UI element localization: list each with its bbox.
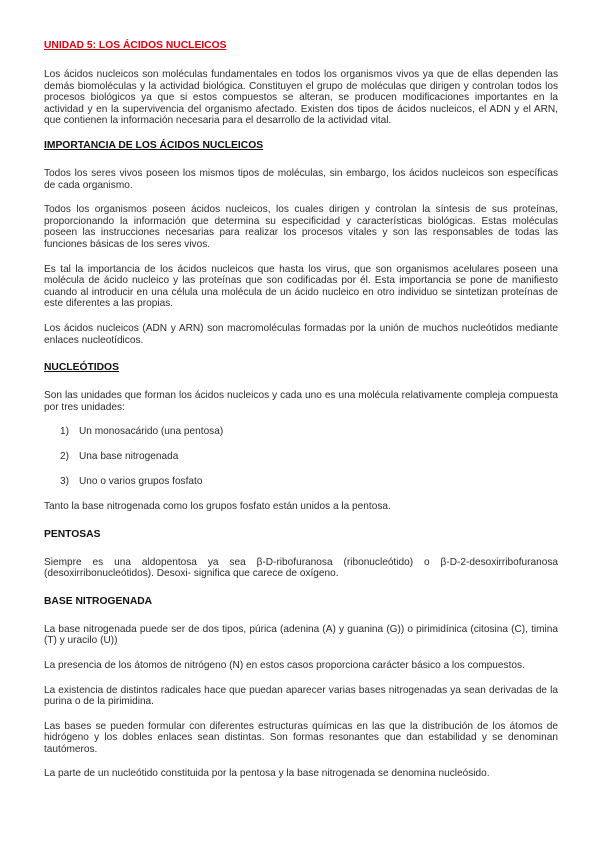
list-item-text: Uno o varios grupos fosfato bbox=[79, 476, 203, 488]
list-item-number: 3) bbox=[60, 476, 69, 488]
list-item-number: 2) bbox=[60, 451, 69, 463]
importancia-paragraph-2: Todos los organismos poseen ácidos nucleicos, los cuales dirigen y controlan la síntesis de sus proteínas, proporcionando la información que determina su especificidad y características biológicas. Estas moléculas poseen las instrucciones necesarias para realizar los procesos vitales y son las responsables de todas las funciones básicas de los seres vivos. bbox=[44, 204, 558, 250]
base-paragraph-2: La presencia de los átomos de nitrógeno (N) en estos casos proporciona carácter básico a los compuestos. bbox=[44, 659, 525, 671]
list-item-text: Una base nitrogenada bbox=[79, 451, 179, 463]
nucleotidos-paragraph-2: Tanto la base nitrogenada como los grupos fosfato están unidos a la pentosa. bbox=[44, 500, 391, 512]
heading-nucleotidos: NUCLEÓTIDOS bbox=[44, 362, 119, 374]
heading-importancia: IMPORTANCIA DE LOS ÁCIDOS NUCLEICOS bbox=[44, 139, 264, 151]
base-paragraph-1: La base nitrogenada puede ser de dos tipos, púrica (adenina (A) y guanina (G)) o pirimidínica (citosina (C), timina (T) y uracilo (U)) bbox=[44, 623, 558, 647]
heading-pentosas: PENTOSAS bbox=[44, 528, 101, 540]
nucleotide-units-list bbox=[44, 426, 558, 487]
base-paragraph-3: La existencia de distintos radicales hace que puedan aparecer varias bases nitrogenadas ya sean derivadas de la purina o de la pirimidina. bbox=[44, 684, 558, 708]
importancia-paragraph-3: Es tal la importancia de los ácidos nucleicos que hasta los virus, que son organismos acelulares poseen una molécula de ácido nucleico y las proteínas que son codificadas por él. Esta importancia se pone de manifiesto cuando al introducir en una célula una molécula de un ácido nucleico en otro individuo se sintetizan proteínas de este diferentes a las propias. bbox=[44, 263, 558, 310]
heading-base-nitrogenada: BASE NITROGENADA bbox=[44, 595, 153, 607]
list-item bbox=[44, 426, 558, 438]
list-item-text: Un monosacárido (una pentosa) bbox=[79, 426, 224, 438]
importancia-paragraph-1: Todos los seres vivos poseen los mismos tipos de moléculas, sin embargo, los ácidos nucleicos son específicas de cada organismo. bbox=[44, 167, 558, 191]
base-paragraph-5: La parte de un nucleótido constituida por la pentosa y la base nitrogenada se denomina nucleósido. bbox=[44, 768, 490, 780]
nucleotidos-paragraph-1: Son las unidades que forman los ácidos nucleicos y cada uno es una molécula relativamente compleja compuesta por tres unidades: bbox=[44, 390, 558, 413]
list-item bbox=[44, 451, 558, 463]
document-page bbox=[44, 40, 558, 793]
list-item-number: 1) bbox=[60, 426, 69, 438]
list-item bbox=[44, 476, 558, 488]
base-paragraph-4: Las bases se pueden formular con diferentes estructuras químicas en las que la distribución de los átomos de hidrógeno y los dobles enlaces sean distintas. Son formas resonantes que dan estabilidad y se denominan tautómeros. bbox=[44, 720, 558, 755]
intro-paragraph: Los ácidos nucleicos son moléculas fundamentales en todos los organismos vivos ya que de ellas dependen las demás biomoléculas y la actividad biológica. Constituyen el grupo de moléculas que dirigen y controlan todos los procesos biológicos ya que si estos compuestos se alteran, se producen modificaciones importantes en la actividad y en la supervivencia del organismo afectado. Existen dos tipos de ácidos nucleicos, el ADN y el ARN, que contienen la información necesaria para el desarrollo de la actividad vital. bbox=[44, 69, 558, 127]
document-title: UNIDAD 5: LOS ÁCIDOS NUCLEICOS bbox=[44, 40, 227, 51]
importancia-paragraph-4: Los ácidos nucleicos (ADN y ARN) son macromoléculas formadas por la unión de muchos nucleótidos mediante enlaces nucleotídicos. bbox=[44, 322, 558, 346]
pentosas-paragraph-1: Siempre es una aldopentosa ya sea β-D-ribofuranosa (ribonucleótido) o β-D-2-desoxirribofuranosa (desoxirribonucleótidos). Desoxi- significa que carece de oxígeno. bbox=[44, 556, 558, 580]
